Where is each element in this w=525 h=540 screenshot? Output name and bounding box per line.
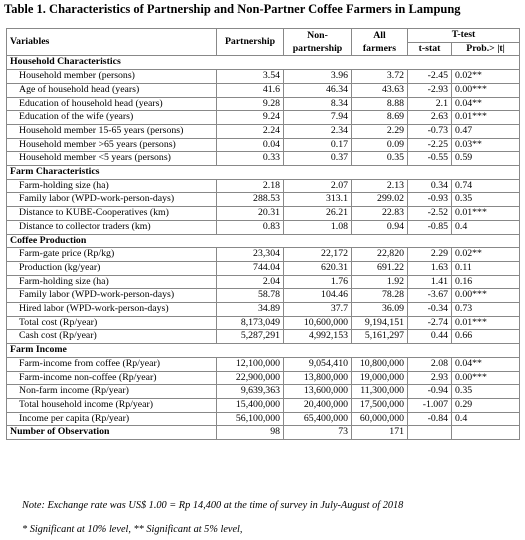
cell-partnership: 23,304 [217, 248, 284, 262]
observation-empty [452, 426, 520, 440]
header-row [7, 29, 520, 43]
cell-t-stat: -2.52 [408, 207, 452, 221]
table-row [7, 124, 520, 138]
cell-non-partnership: 2.07 [284, 179, 352, 193]
cell-t-stat: -2.25 [408, 138, 452, 152]
cell-prob: 0.73 [452, 303, 520, 317]
cell-all-farmers: 17,500,000 [352, 398, 408, 412]
cell-all-farmers: 10,800,000 [352, 357, 408, 371]
header-non: Non- [307, 30, 328, 42]
cell-non-partnership: 4,992,153 [284, 330, 352, 344]
observation-variable: Number of Observation [7, 426, 217, 440]
cell-partnership: 8,173,049 [217, 316, 284, 330]
cell-prob: 0.00*** [452, 289, 520, 303]
table-row [7, 412, 520, 426]
cell-partnership: 2.04 [217, 275, 284, 289]
cell-t-stat: -0.84 [408, 412, 452, 426]
cell-variable: Farm-holding size (ha) [7, 179, 217, 193]
cell-non-partnership: 13,800,000 [284, 371, 352, 385]
table-row [7, 303, 520, 317]
cell-partnership: 15,400,000 [217, 398, 284, 412]
cell-all-farmers: 0.35 [352, 152, 408, 166]
cell-non-partnership: 13,600,000 [284, 385, 352, 399]
cell-variable: Household member >65 years (persons) [7, 138, 217, 152]
cell-non-partnership: 1.76 [284, 275, 352, 289]
table-row [7, 330, 520, 344]
section-title: Farm Income [7, 344, 520, 358]
cell-t-stat: -0.55 [408, 152, 452, 166]
cell-partnership: 2.24 [217, 124, 284, 138]
cell-all-farmers: 0.94 [352, 220, 408, 234]
cell-non-partnership: 8.34 [284, 97, 352, 111]
observation-row [7, 426, 520, 440]
cell-prob: 0.16 [452, 275, 520, 289]
cell-all-farmers: 3.72 [352, 70, 408, 84]
section-row [7, 56, 520, 70]
cell-variable: Family labor (WPD-work-person-days) [7, 193, 217, 207]
table-row [7, 357, 520, 371]
observation-empty [408, 426, 452, 440]
table-row [7, 220, 520, 234]
header-all2: farmers [362, 43, 397, 55]
cell-variable: Cash cost (Rp/year) [7, 330, 217, 344]
cell-non-partnership: 20,400,000 [284, 398, 352, 412]
cell-non-partnership: 7.94 [284, 111, 352, 125]
table-row [7, 138, 520, 152]
table-row [7, 97, 520, 111]
table-row [7, 70, 520, 84]
table-row [7, 248, 520, 262]
cell-partnership: 20.31 [217, 207, 284, 221]
cell-partnership: 288.53 [217, 193, 284, 207]
cell-all-farmers: 8.69 [352, 111, 408, 125]
cell-prob: 0.66 [452, 330, 520, 344]
cell-partnership: 744.04 [217, 261, 284, 275]
table-row [7, 371, 520, 385]
header-tstat: t-stat [408, 42, 452, 56]
table-row [7, 316, 520, 330]
cell-all-farmers: 22,820 [352, 248, 408, 262]
cell-all-farmers: 0.09 [352, 138, 408, 152]
section-row [7, 166, 520, 180]
table-row [7, 261, 520, 275]
cell-t-stat: -2.93 [408, 83, 452, 97]
cell-all-farmers: 36.09 [352, 303, 408, 317]
exchange-rate-note: Note: Exchange rate was US$ 1.00 = Rp 14,400 at the time of survey in July-August of 2018 [22, 500, 404, 511]
cell-variable: Farm-income non-coffee (Rp/year) [7, 371, 217, 385]
cell-prob: 0.35 [452, 385, 520, 399]
cell-variable: Household member 15-65 years (persons) [7, 124, 217, 138]
cell-t-stat: -0.93 [408, 193, 452, 207]
cell-all-farmers: 691.22 [352, 261, 408, 275]
cell-prob: 0.74 [452, 179, 520, 193]
cell-non-partnership: 26.21 [284, 207, 352, 221]
cell-non-partnership: 46.34 [284, 83, 352, 97]
cell-variable: Production (kg/year) [7, 261, 217, 275]
cell-prob: 0.4 [452, 412, 520, 426]
cell-all-farmers: 299.02 [352, 193, 408, 207]
observation-partnership: 98 [217, 426, 284, 440]
cell-all-farmers: 1.92 [352, 275, 408, 289]
cell-partnership: 0.04 [217, 138, 284, 152]
header-prob: Prob.> |t| [452, 42, 520, 56]
cell-all-farmers: 22.83 [352, 207, 408, 221]
cell-t-stat: 2.63 [408, 111, 452, 125]
cell-prob: 0.01*** [452, 111, 520, 125]
cell-t-stat: -1.007 [408, 398, 452, 412]
cell-non-partnership: 1.08 [284, 220, 352, 234]
table-row [7, 193, 520, 207]
cell-prob: 0.00*** [452, 371, 520, 385]
section-row [7, 234, 520, 248]
observation-all-farmers: 171 [352, 426, 408, 440]
table-row [7, 275, 520, 289]
cell-non-partnership: 0.37 [284, 152, 352, 166]
cell-partnership: 58.78 [217, 289, 284, 303]
cell-non-partnership: 10,600,000 [284, 316, 352, 330]
cell-t-stat: 0.44 [408, 330, 452, 344]
cell-t-stat: 1.63 [408, 261, 452, 275]
cell-non-partnership: 22,172 [284, 248, 352, 262]
cell-non-partnership: 65,400,000 [284, 412, 352, 426]
cell-all-farmers: 2.13 [352, 179, 408, 193]
cell-partnership: 12,100,000 [217, 357, 284, 371]
cell-prob: 0.29 [452, 398, 520, 412]
cell-variable: Hired labor (WPD-work-person-days) [7, 303, 217, 317]
cell-t-stat: 0.34 [408, 179, 452, 193]
cell-prob: 0.47 [452, 124, 520, 138]
cell-non-partnership: 104.46 [284, 289, 352, 303]
cell-variable: Education of household head (years) [7, 97, 217, 111]
cell-variable: Family labor (WPD-work-person-days) [7, 289, 217, 303]
table-row [7, 385, 520, 399]
cell-partnership: 2.18 [217, 179, 284, 193]
cell-variable: Farm-income from coffee (Rp/year) [7, 357, 217, 371]
table-title: Table 1. Characteristics of Partnership and Non-Partner Coffee Farmers in Lampung [4, 2, 461, 16]
cell-partnership: 9.24 [217, 111, 284, 125]
cell-partnership: 3.54 [217, 70, 284, 84]
cell-variable: Household member <5 years (persons) [7, 152, 217, 166]
section-title: Farm Characteristics [7, 166, 520, 180]
cell-partnership: 5,287,291 [217, 330, 284, 344]
cell-non-partnership: 9,054,410 [284, 357, 352, 371]
cell-partnership: 9,639,363 [217, 385, 284, 399]
cell-partnership: 0.33 [217, 152, 284, 166]
cell-non-partnership: 37.7 [284, 303, 352, 317]
cell-variable: Farm-gate price (Rp/kg) [7, 248, 217, 262]
cell-all-farmers: 2.29 [352, 124, 408, 138]
cell-non-partnership: 3.96 [284, 70, 352, 84]
table-row [7, 152, 520, 166]
section-title: Coffee Production [7, 234, 520, 248]
cell-t-stat: 2.93 [408, 371, 452, 385]
observation-non-partnership: 73 [284, 426, 352, 440]
cell-all-farmers: 11,300,000 [352, 385, 408, 399]
cell-variable: Total cost (Rp/year) [7, 316, 217, 330]
table-row [7, 111, 520, 125]
cell-t-stat: 1.41 [408, 275, 452, 289]
header-ttest: T-test [408, 29, 520, 43]
cell-partnership: 41.6 [217, 83, 284, 97]
header-all: All [373, 30, 386, 42]
header-non-partnership [284, 29, 352, 56]
header-variables: Variables [7, 29, 217, 56]
section-row [7, 344, 520, 358]
cell-all-farmers: 78.28 [352, 289, 408, 303]
cell-partnership: 0.83 [217, 220, 284, 234]
table-row [7, 83, 520, 97]
header-non2: partnership [292, 43, 343, 55]
cell-partnership: 9.28 [217, 97, 284, 111]
cell-prob: 0.00*** [452, 83, 520, 97]
cell-variable: Age of household head (years) [7, 83, 217, 97]
cell-all-farmers: 5,161,297 [352, 330, 408, 344]
cell-variable: Farm-holding size (ha) [7, 275, 217, 289]
cell-prob: 0.02** [452, 248, 520, 262]
table-row [7, 398, 520, 412]
cell-non-partnership: 0.17 [284, 138, 352, 152]
cell-all-farmers: 19,000,000 [352, 371, 408, 385]
cell-t-stat: -0.94 [408, 385, 452, 399]
cell-all-farmers: 43.63 [352, 83, 408, 97]
cell-t-stat: 2.29 [408, 248, 452, 262]
section-title: Household Characteristics [7, 56, 520, 70]
cell-variable: Income per capita (Rp/year) [7, 412, 217, 426]
cell-prob: 0.59 [452, 152, 520, 166]
cell-t-stat: -2.45 [408, 70, 452, 84]
cell-prob: 0.04** [452, 357, 520, 371]
cell-non-partnership: 620.31 [284, 261, 352, 275]
table-row [7, 179, 520, 193]
cell-partnership: 56,100,000 [217, 412, 284, 426]
cell-non-partnership: 313.1 [284, 193, 352, 207]
cell-prob: 0.35 [452, 193, 520, 207]
characteristics-table [6, 28, 520, 440]
header-partnership: Partnership [217, 29, 284, 56]
cell-t-stat: -3.67 [408, 289, 452, 303]
cell-all-farmers: 9,194,151 [352, 316, 408, 330]
table-row [7, 289, 520, 303]
cell-t-stat: -2.74 [408, 316, 452, 330]
cell-prob: 0.4 [452, 220, 520, 234]
cell-partnership: 22,900,000 [217, 371, 284, 385]
cell-all-farmers: 8.88 [352, 97, 408, 111]
cell-variable: Household member (persons) [7, 70, 217, 84]
cell-all-farmers: 60,000,000 [352, 412, 408, 426]
header-all-farmers [352, 29, 408, 56]
cell-variable: Total household income (Rp/year) [7, 398, 217, 412]
cell-variable: Distance to KUBE-Cooperatives (km) [7, 207, 217, 221]
cell-prob: 0.01*** [452, 316, 520, 330]
cell-partnership: 34.89 [217, 303, 284, 317]
cell-t-stat: -0.73 [408, 124, 452, 138]
significance-footnote: * Significant at 10% level, ** Significant at 5% level, [22, 524, 243, 535]
cell-variable: Non-farm income (Rp/year) [7, 385, 217, 399]
cell-prob: 0.01*** [452, 207, 520, 221]
cell-prob: 0.03** [452, 138, 520, 152]
cell-t-stat: 2.1 [408, 97, 452, 111]
cell-prob: 0.02** [452, 70, 520, 84]
cell-non-partnership: 2.34 [284, 124, 352, 138]
cell-prob: 0.11 [452, 261, 520, 275]
cell-t-stat: -0.34 [408, 303, 452, 317]
cell-variable: Distance to collector traders (km) [7, 220, 217, 234]
cell-prob: 0.04** [452, 97, 520, 111]
cell-variable: Education of the wife (years) [7, 111, 217, 125]
table-row [7, 207, 520, 221]
cell-t-stat: -0.85 [408, 220, 452, 234]
cell-t-stat: 2.08 [408, 357, 452, 371]
